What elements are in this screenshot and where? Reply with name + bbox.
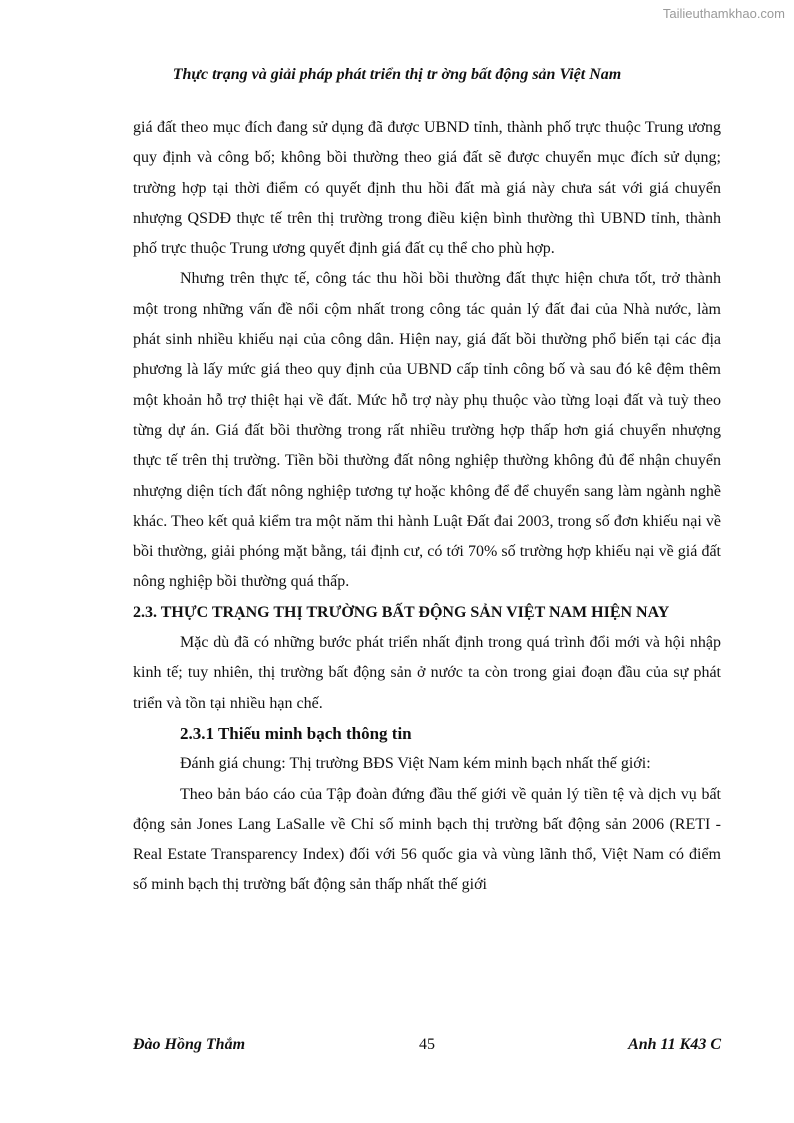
footer-class: Anh 11 K43 C xyxy=(628,1036,721,1053)
paragraph-assessment: Đánh giá chung: Thị trường BĐS Việt Nam kém minh bạch nhất thế giới: xyxy=(180,755,651,773)
paragraph-compensation: Nhưng trên thực tế, công tác thu hồi bồi thường đất thực hiện chưa tốt, trở thành một trong những vấn đề nổi cộm nhất trong công tác quản lý đất đai của Nhà nước, làm phát sinh nhiều khiếu nại của công dân. Hiện nay, giá đất bồi thường phổ biến tại các địa phương là lấy mức giá theo quy định của UBND cấp tỉnh công bố và sau đó kê đệm thêm một khoản hỗ trợ thiệt hại về đất. Mức hỗ trợ này phụ thuộc vào từng loại đất và tuỳ theo từng dự án. Giá đất bồi thường trong rất nhiều trường hợp thấp hơn giá chuyển nhượng thực tế trên thị trường. Tiền bồi thường đất nông nghiệp thường không đủ để nhận chuyển nhượng diện tích đất nông nghiệp tương tự hoặc không để để chuyển sang làm ngành nghề khác. Theo kết quả kiểm tra một năm thi hành Luật Đất đai 2003, trong số đơn khiếu nại về bồi thường, giải phóng mặt bằng, tái định cư, có tới 70% số trường hợp khiếu nại về giá đất nông nghiệp bồi thường quá thấp. xyxy=(133,270,721,591)
footer-author: Đào Hồng Thắm xyxy=(133,1036,246,1053)
paragraph-report: Theo bản báo cáo của Tập đoàn đứng đầu thế giới về quản lý tiền tệ và dịch vụ bất động sản Jones Lang LaSalle về Chỉ số minh bạch thị trường bất động sản 2006 (RETI - Real Estate Transparency Index) đối với 56 quốc gia và vùng lãnh thổ, Việt Nam có điểm số minh bạch thị trường bất động sản thấp nhất thế giới xyxy=(133,785,721,894)
paragraph-intro: Mặc dù đã có những bước phát triển nhất định trong quá trình đổi mới và hội nhập kinh tế; tuy nhiên, thị trường bất động sản ở nước ta còn trong giai đoạn đầu của sự phát triển và tồn tại nhiều hạn chế. xyxy=(133,634,721,712)
document-body xyxy=(133,113,721,901)
watermark: Tailieuthamkhao.com xyxy=(662,6,785,21)
section-heading: 2.3. THỰC TRẠNG THỊ TRƯỜNG BẤT ĐỘNG SẢN VIỆT NAM HIỆN NAY xyxy=(133,603,670,621)
page-number: 45 xyxy=(419,1036,435,1053)
running-header: Thực trạng và giải pháp phát triển thị tr ờng bất động sản Việt Nam xyxy=(172,66,622,83)
paragraph-continued: giá đất theo mục đích đang sử dụng đã được UBND tỉnh, thành phố trực thuộc Trung ương quy định và công bố; không bồi thường theo giá đất sẽ được chuyển mục đích sử dụng; trường hợp tại thời điểm có quyết định thu hồi đất mà giá này chưa sát với giá chuyển nhượng QSDĐ thực tế trên thị trường trong điều kiện bình thường thì UBND tỉnh, thành phố trực thuộc Trung ương quyết định giá đất cụ thể cho phù hợp. xyxy=(133,119,721,258)
subsection-heading: 2.3.1 Thiếu minh bạch thông tin xyxy=(180,723,412,743)
